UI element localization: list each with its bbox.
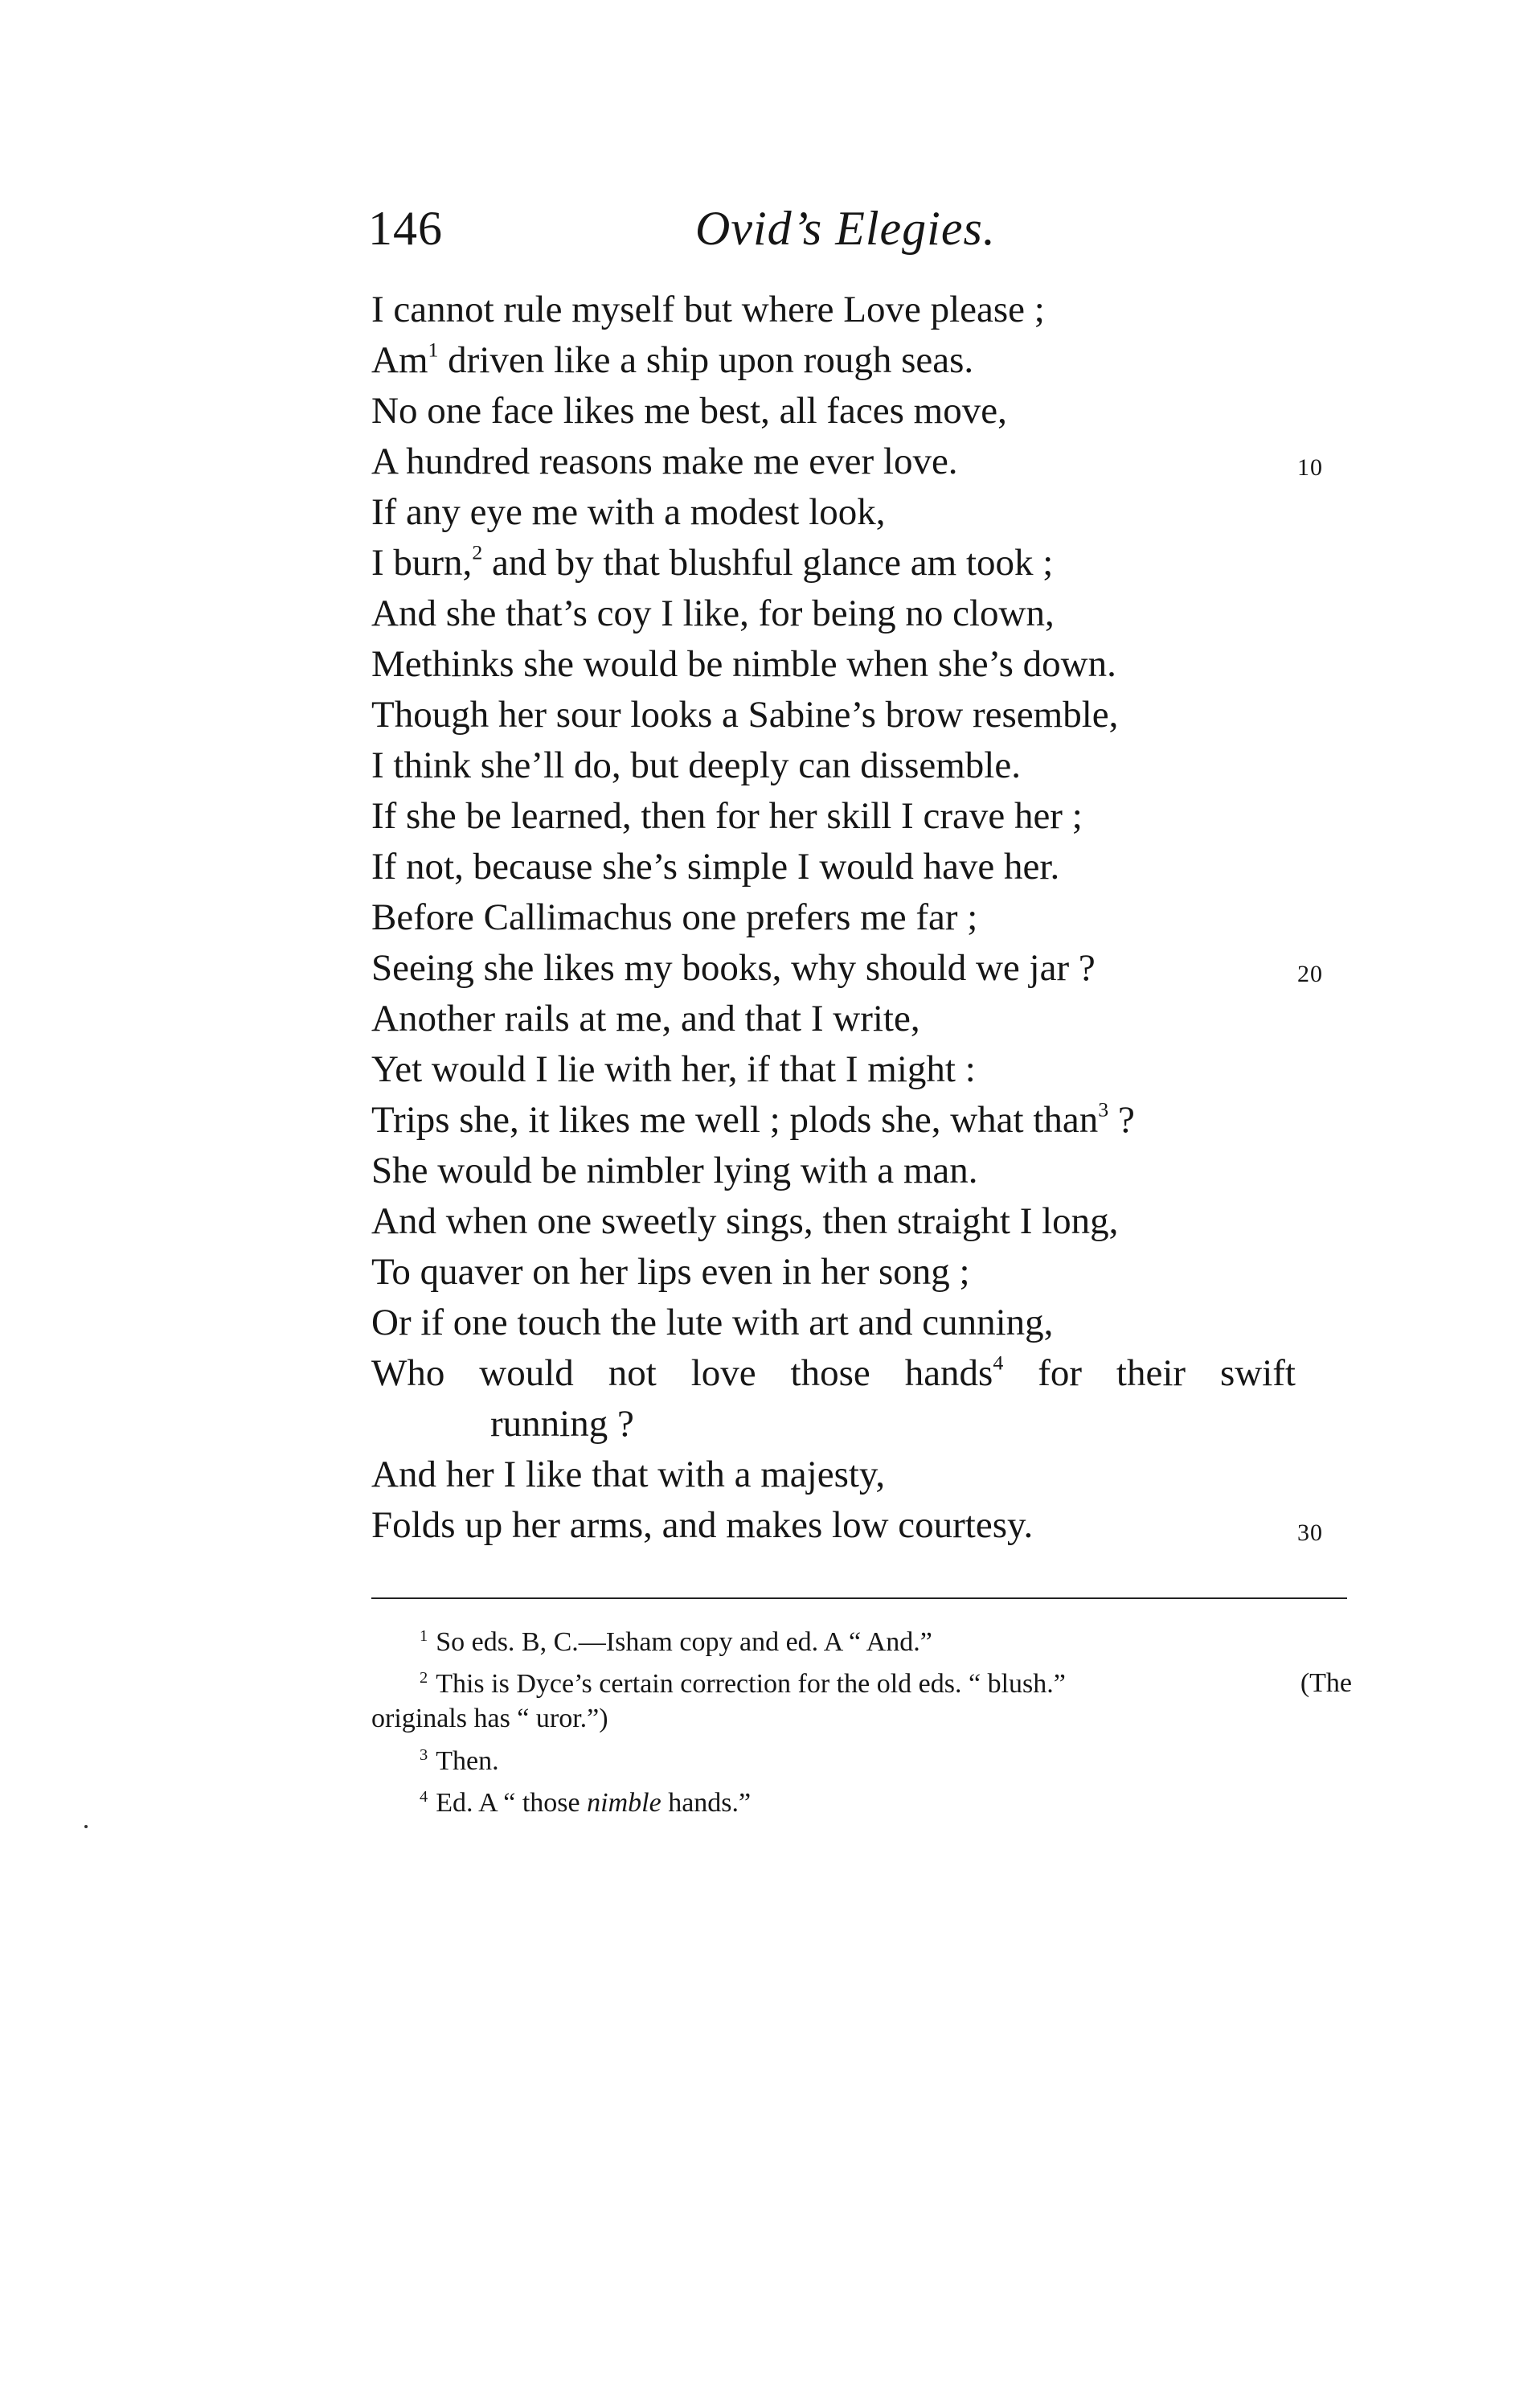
footnote-ref: 4 <box>993 1351 1004 1375</box>
page-number: 146 <box>368 202 443 255</box>
line-text: driven like a ship upon rough seas. <box>438 339 974 381</box>
poem-line-turnover: running ? <box>490 1403 634 1445</box>
poem-line: And she that’s coy I like, for being no clown, <box>371 593 1055 634</box>
footnote-ref: 2 <box>472 540 483 564</box>
footnote-mark: 2 <box>420 1669 428 1687</box>
poem-line <box>371 540 1054 584</box>
poem-line: Folds up her arms, and makes low courtesy. <box>371 1504 1034 1546</box>
poem-line: I think she’ll do, but deeply can dissemble. <box>371 744 1021 786</box>
poem-line: And her I like that with a majesty, <box>371 1454 886 1495</box>
line-word: would <box>479 1352 574 1394</box>
poem-line: No one face likes me best, all faces move, <box>371 390 1007 432</box>
line-number: 30 <box>1297 1519 1323 1546</box>
poem-line: Methinks she would be nimble when she’s down. <box>371 643 1116 685</box>
footnote <box>420 1747 499 1775</box>
poem-line: If any eye me with a modest look, <box>371 491 886 533</box>
footnote <box>420 1789 751 1817</box>
poem-line: She would be nimbler lying with a man. <box>371 1150 978 1191</box>
ink-speck <box>84 1825 88 1828</box>
line-number: 20 <box>1297 961 1323 987</box>
running-title: Ovid’s Elegies. <box>695 202 996 255</box>
poem-line <box>371 1097 1135 1141</box>
footnote <box>420 1628 932 1656</box>
footnote-text: Then. <box>436 1746 499 1777</box>
poem-line: And when one sweetly sings, then straight I long, <box>371 1200 1119 1242</box>
poem-line: If she be learned, then for her skill I crave her ; <box>371 795 1083 837</box>
footnote <box>371 1670 1352 1698</box>
footnote-ref: 3 <box>1098 1097 1109 1122</box>
line-word: those <box>790 1352 870 1394</box>
page-header <box>0 201 1540 265</box>
poem-line <box>371 338 974 381</box>
footnote-mark: 3 <box>420 1746 428 1764</box>
footnote-text-part <box>420 1670 1066 1698</box>
poem-line: I cannot rule myself but where Love please ; <box>371 289 1045 330</box>
footnote-text: hands.” <box>661 1788 752 1819</box>
poem-line: Before Callimachus one prefers me far ; <box>371 896 978 938</box>
line-text: ? <box>1108 1099 1135 1141</box>
line-text: and by that blushful glance am took ; <box>482 542 1054 584</box>
line-word: love <box>690 1352 756 1394</box>
line-number: 10 <box>1297 454 1323 481</box>
line-word: not <box>608 1352 657 1394</box>
poem-line: To quaver on her lips even in her song ; <box>371 1251 970 1293</box>
poem-line: A hundred reasons make me ever love. <box>371 441 958 482</box>
footnote-mark: 1 <box>420 1627 428 1645</box>
footnote-text: Ed. A “ those <box>436 1788 588 1819</box>
line-word: swift <box>1219 1352 1296 1394</box>
poem-line: Though her sour looks a Sabine’s brow resemble, <box>371 694 1119 736</box>
poem-line: Seeing she likes my books, why should we jar ? <box>371 947 1096 989</box>
footnote-ref: 1 <box>428 338 439 362</box>
line-word: hands <box>904 1352 993 1394</box>
poem-line: If not, because she’s simple I would have her. <box>371 846 1060 888</box>
line-word: for <box>1038 1352 1082 1394</box>
poem-line: Another rails at me, and that I write, <box>371 998 920 1040</box>
poem-line: Or if one touch the lute with art and cunning, <box>371 1302 1054 1343</box>
line-text: Am <box>371 339 428 381</box>
poem-line: Yet would I lie with her, if that I might : <box>371 1048 976 1090</box>
line-word: Who <box>371 1352 445 1394</box>
footnote-italic: nimble <box>587 1788 661 1819</box>
footnote-divider <box>371 1597 1347 1599</box>
footnote-continuation: originals has “ uror.”) <box>371 1704 608 1733</box>
footnote-mark: 4 <box>420 1788 428 1806</box>
footnote-text: So eds. B, C.—Isham copy and ed. A “ And.” <box>436 1627 932 1658</box>
line-word: their <box>1116 1352 1186 1394</box>
poem-line <box>371 1351 1296 1394</box>
line-text: I burn, <box>371 542 473 584</box>
footnote-text: This is Dyce’s certain correction for the old eds. “ blush.” <box>436 1669 1066 1700</box>
line-text: Trips she, it likes me well ; plods she, what than <box>371 1099 1099 1141</box>
line-word-with-ref <box>904 1351 1004 1394</box>
footnote-text: (The <box>1300 1668 1352 1698</box>
